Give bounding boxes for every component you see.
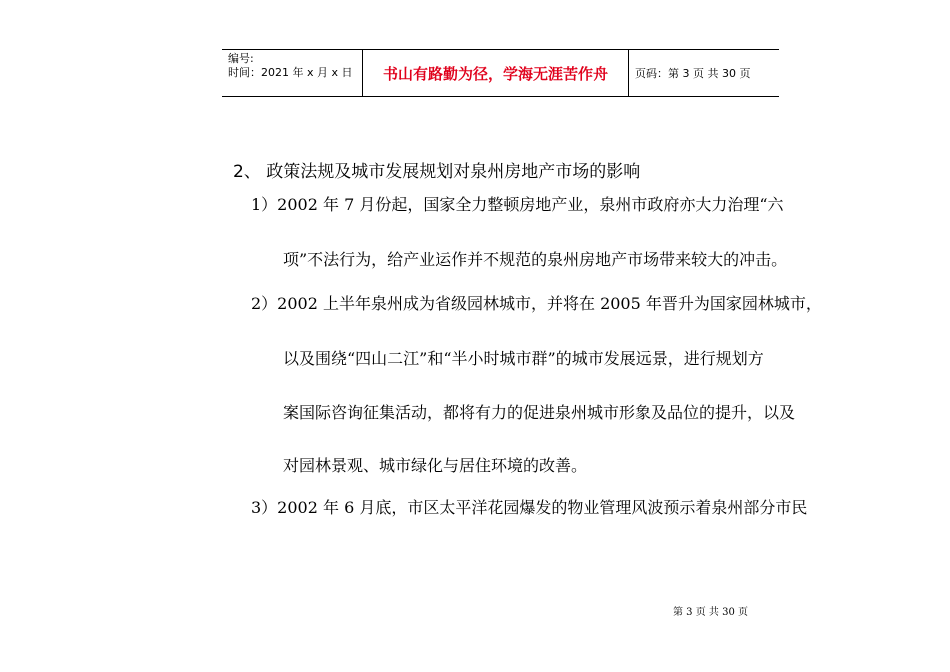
header-meta (222, 50, 363, 96)
section-heading: 2、 政策法规及城市发展规划对泉州房地产市场的影响 (233, 162, 641, 182)
header-motto: 书山有路勤为径，学海无涯苦作舟 (363, 50, 629, 96)
paragraph-line: 2）2002 上半年泉州成为省级园林城市，并将在 2005 年晋升为国家园林城市， (251, 294, 822, 313)
paragraph-line: 3）2002 年 6 月底，市区太平洋花园爆发的物业管理风波预示着泉州部分市民 (251, 498, 808, 517)
time-label: 时间：2021 年 x 月 x 日 (228, 66, 353, 79)
paragraph-line: 对园林景观、城市绿化与居住环境的改善。 (283, 456, 588, 475)
paragraph-line: 项”不法行为，给产业运作并不规范的泉州房地产市场带来较大的冲击。 (283, 250, 788, 269)
paragraph-line: 以及围绕“四山二江”和“半小时城市群”的城市发展远景，进行规划方 (283, 349, 764, 368)
paragraph-line: 案国际咨询征集活动，都将有力的促进泉州城市形象及品位的提升，以及 (283, 403, 796, 422)
page-footer: 第 3 页 共 30 页 (673, 607, 748, 618)
paragraph-line: 1）2002 年 7 月份起，国家全力整顿房地产业，泉州市政府亦大力治理“六 (251, 195, 784, 214)
document-header (222, 49, 779, 97)
header-page-code: 页码：第 3 页 共 30 页 (635, 67, 751, 80)
number-label: 编号: (228, 52, 254, 65)
